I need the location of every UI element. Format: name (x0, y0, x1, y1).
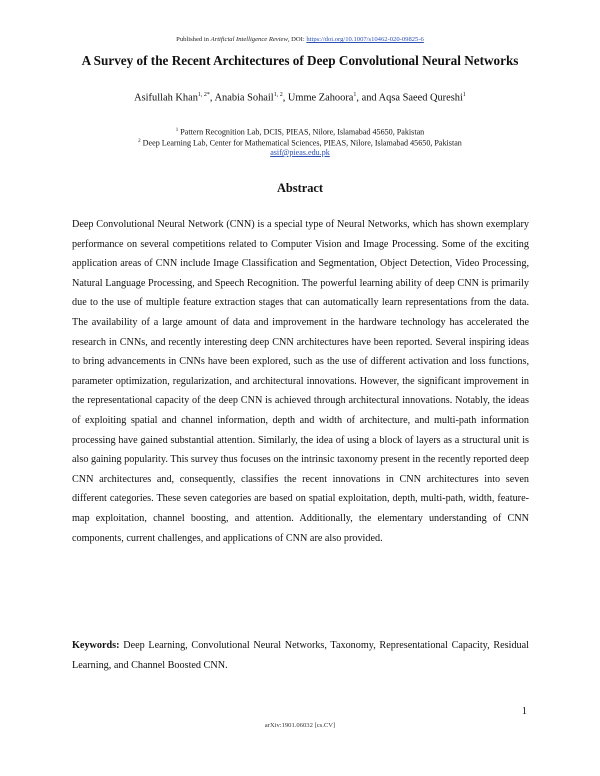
abstract-heading: Abstract (276, 181, 324, 195)
doi-prefix: , DOI: (287, 36, 307, 43)
author-separator: , (209, 92, 215, 104)
page-number: 1 (521, 706, 527, 717)
affiliation-text: Pattern Recognition Lab, DCIS, PIEAS, Nilore, Islamabad 45650, Pakistan (178, 127, 425, 137)
affiliation-mark: 1 (175, 128, 179, 133)
doi-link[interactable]: https://doi.org/10.1007/s10462-020-09825-6 (306, 36, 424, 43)
author-name: Anabia Sohail (214, 92, 274, 104)
publication-note (0, 36, 600, 43)
journal-name: Artificial Intelligence Review (210, 36, 288, 43)
affiliation-text: Deep Learning Lab, Center for Mathematical Sciences, PIEAS, Nilore, Islamabad 45650, Pakistan (140, 138, 462, 148)
author-affil-mark: 1, 2 (273, 92, 283, 98)
author-list (0, 92, 600, 103)
author-name: Umme Zahoora (287, 92, 354, 104)
paper-title: A Survey of the Recent Architectures of Deep Convolutional Neural Networks (81, 53, 519, 68)
author-separator: , and (356, 92, 379, 104)
abstract-body: Deep Convolutional Neural Network (CNN) is a special type of Neural Networks, which has shown exemplary performance on several competitions related to Computer Vision and Image Processing. Some of the exciting application areas of CNN include Image Classification and Segmentation, Object Detection, Video Processing, Natural Language Processing, and Speech Recognition. The powerful learning ability of deep CNN is primarily due to the use of multiple feature extraction stages that can automatically learn representations from the data. The availability of a large amount of data and improvement in the hardware technology has accelerated the research in CNNs, and recently interesting deep CNN architectures have been reported. Several inspiring ideas to bring advancements in CNNs have been explored, such as the use of different activation and loss functions, parameter optimization, regularization, and architectural innovations. However, the significant improvement in the representational capacity of the deep CNN is achieved through architectural innovations. Notably, the ideas of exploiting spatial and channel information, depth and width of architecture, and multi-path information processing have gained substantial attention. Similarly, the idea of using a block of layers as a structural unit is also gaining popularity. This survey thus focuses on the intrinsic taxonomy present in the recently reported deep CNN architectures and, consequently, classifies the recent innovations in CNN architectures into seven different categories. These seven categories are based on spatial exploitation, depth, multi-path, width, feature-map exploitation, channel boosting, and attention. Additionally, the elementary understanding of CNN components, current challenges, and applications of CNN are also provided. (72, 219, 529, 544)
author-affil-mark: 1 (462, 92, 466, 98)
keywords-paragraph (72, 636, 529, 675)
published-prefix: Published in (176, 36, 211, 43)
keywords-text: Deep Learning, Convolutional Neural Networks, Taxonomy, Representational Capacity, Residual Learning, and Channel Boosted CNN. (72, 640, 529, 671)
arxiv-identifier: arXiv:1901.06032 [cs.CV] (264, 722, 336, 729)
affiliation-mark: 2 (138, 139, 141, 144)
keywords-label: Keywords: (72, 640, 120, 651)
author-name: Asifullah Khan (134, 92, 198, 104)
author-separator: , (282, 92, 288, 104)
author-affil-mark: 1 (353, 92, 357, 98)
author-affil-mark: 1, 2* (197, 92, 210, 98)
author-name: Aqsa Saeed Qureshi (378, 92, 463, 104)
contact-email-link[interactable]: asif@pieas.edu.pk (270, 148, 330, 157)
